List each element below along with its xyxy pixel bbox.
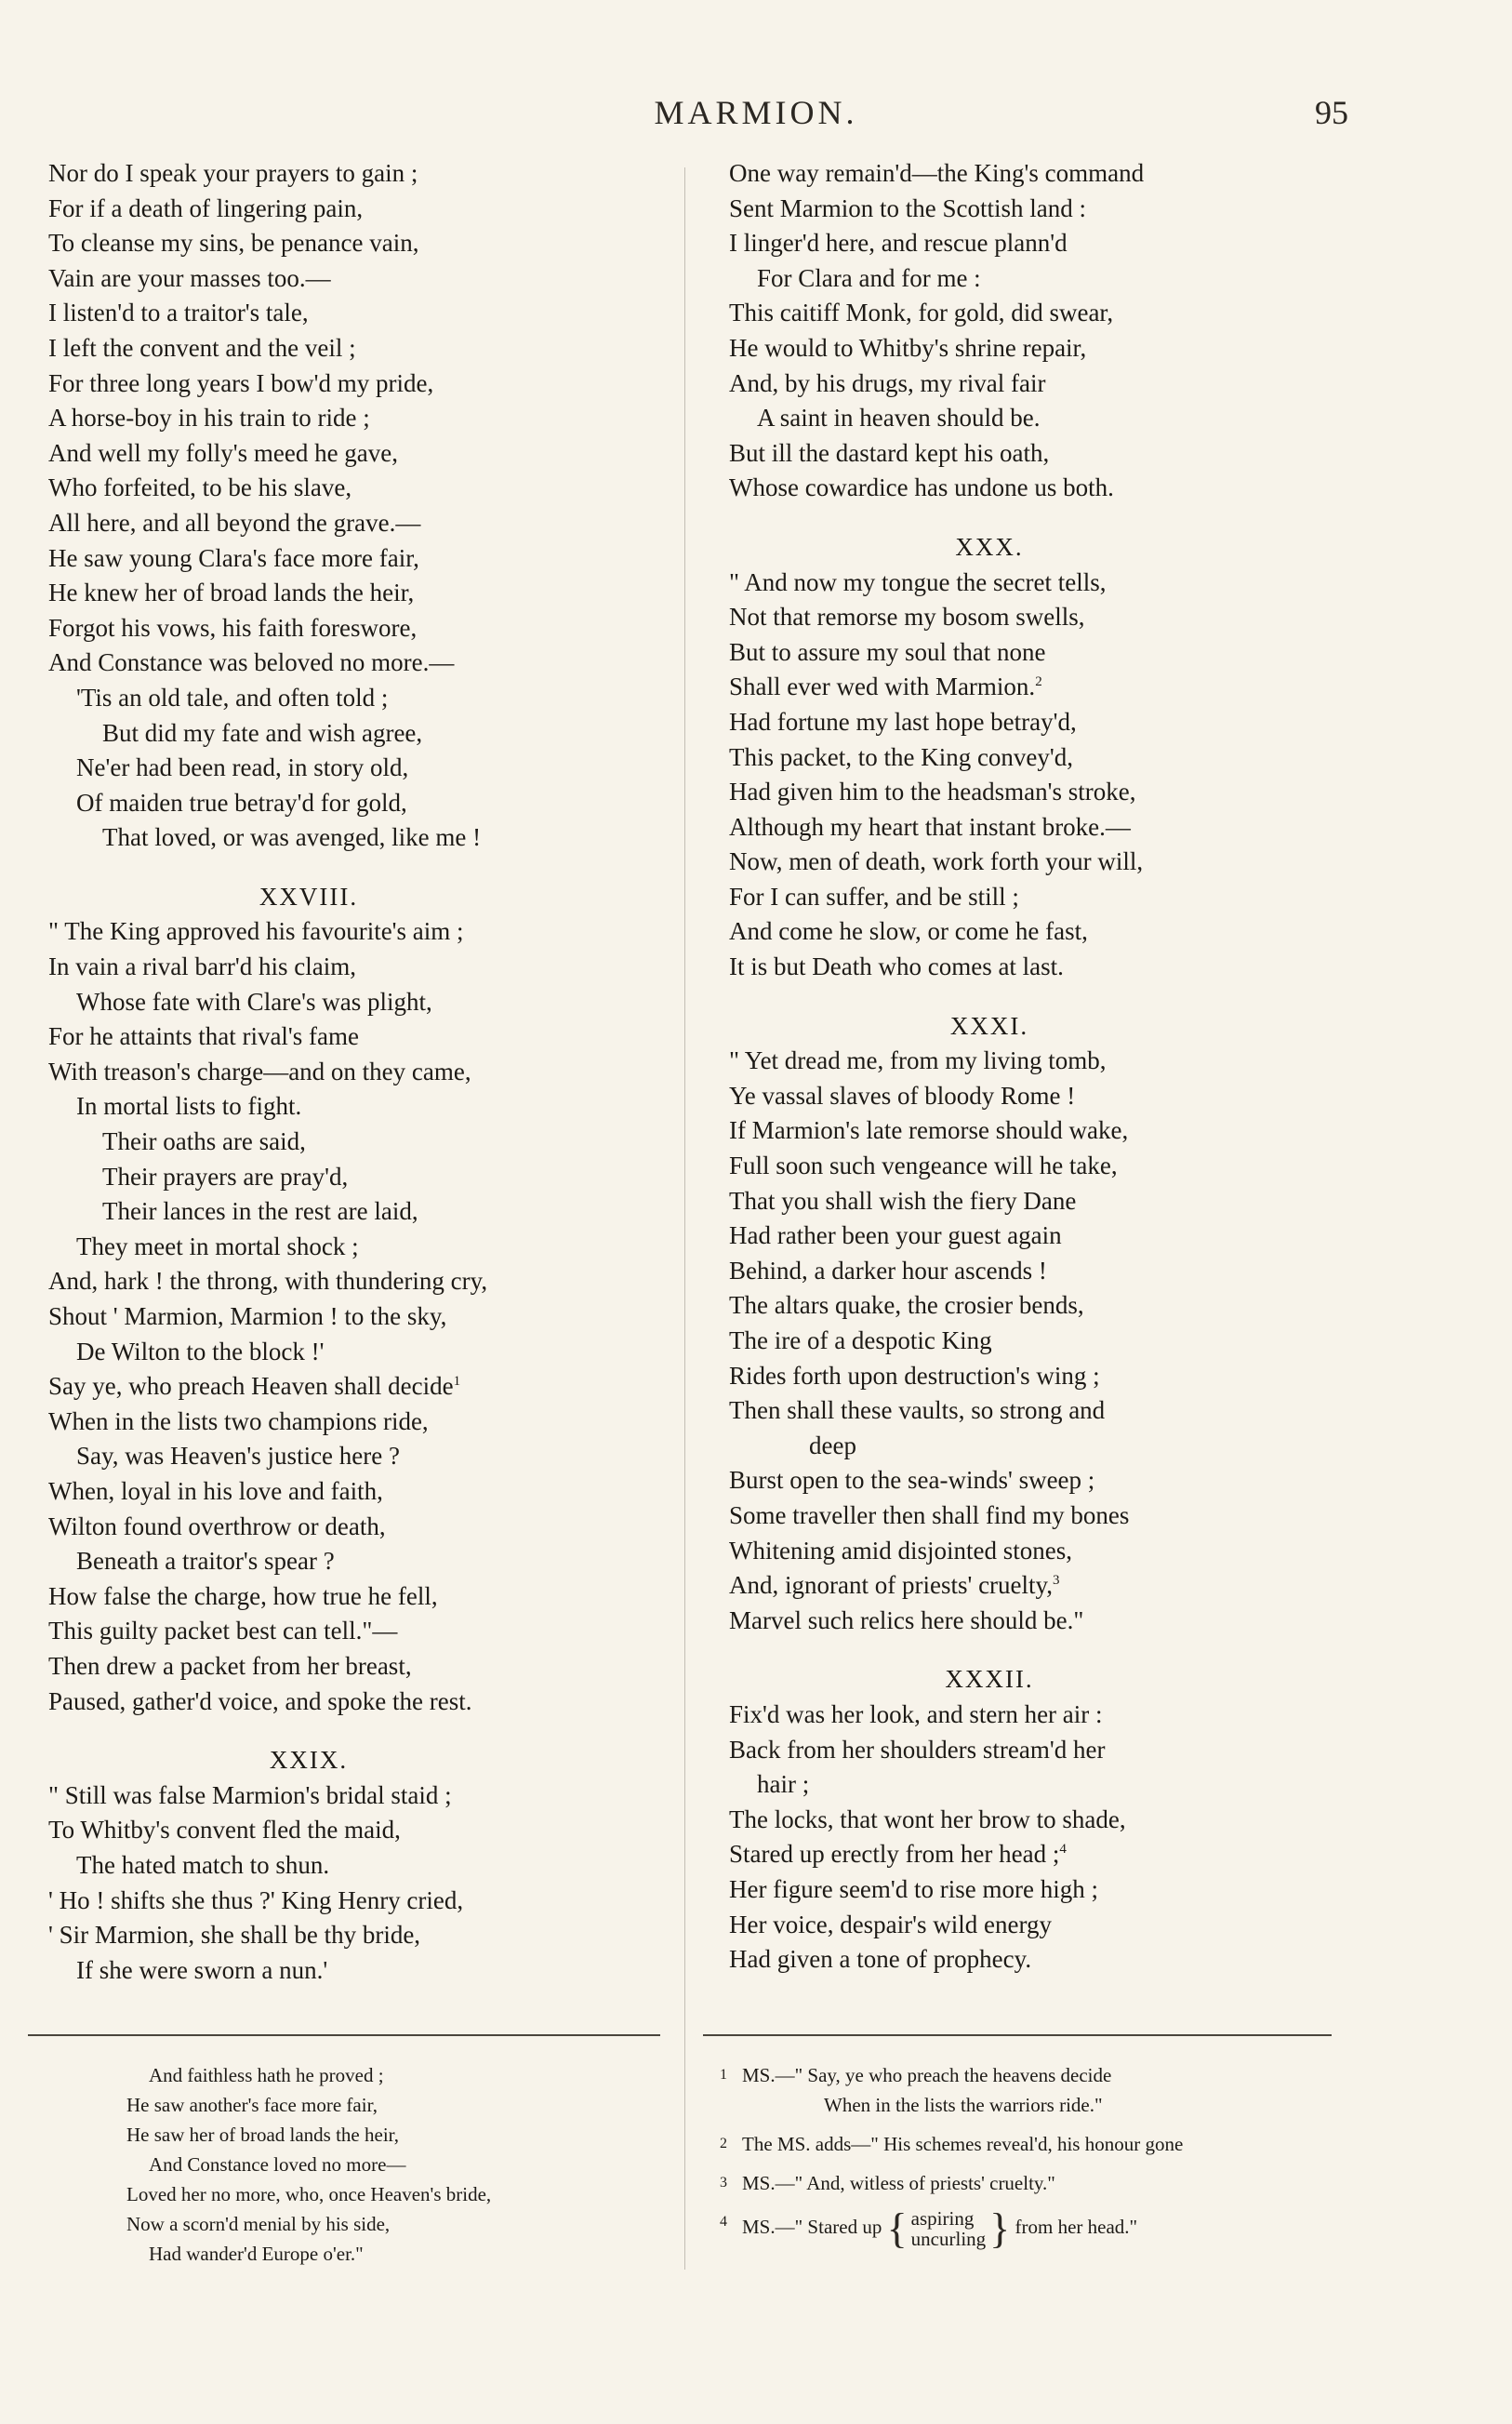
footnote-marker: 1	[453, 1374, 461, 1390]
poem-line: Now, men of death, work forth your will,	[729, 847, 1144, 876]
brace-group	[886, 2204, 1011, 2252]
footnote-text: MS.—" Stared up	[742, 2215, 882, 2238]
poem-line: Whose fate with Clare's was plight,	[76, 987, 432, 1016]
footnote-text: MS.—" Say, ye who preach the heavens decide	[742, 2064, 1112, 2086]
right-brace-icon: }	[989, 2204, 1011, 2252]
poem-line: Her voice, despair's wild energy	[729, 1910, 1053, 1938]
poem-line: " The King approved his favourite's aim ;	[48, 917, 464, 946]
poem-line: For I can suffer, and be still ;	[729, 882, 1019, 911]
column-divider	[684, 167, 685, 2270]
poem-line-text: And, ignorant of priests' cruelty,	[729, 1571, 1054, 1600]
footnote-line: And Constance loved no more—	[149, 2153, 406, 2176]
poem-line: " And now my tongue the secret tells,	[729, 567, 1107, 596]
footnote-text-cont: When in the lists the warriors ride."	[824, 2094, 1103, 2116]
poem-line: Behind, a darker hour ascends !	[729, 1256, 1047, 1285]
poem-line: He saw young Clara's face more fair,	[48, 543, 419, 572]
poem-line: Had rather been your guest again	[729, 1221, 1062, 1250]
footnote-number: 4	[720, 2214, 727, 2230]
poem-line: hair ;	[757, 1770, 810, 1799]
footnote-marker: 4	[1059, 1842, 1067, 1858]
poem-line: This caitiff Monk, for gold, did swear,	[729, 299, 1114, 327]
section-heading-xxx: XXX.	[955, 532, 1024, 561]
poem-line-text: Shall ever wed with Marmion.	[729, 673, 1036, 701]
poem-line: I linger'd here, and rescue plann'd	[729, 229, 1068, 258]
poem-line: And well my folly's meed he gave,	[48, 438, 399, 467]
poem-line: Fix'd was her look, and stern her air :	[729, 1699, 1103, 1728]
poem-line: Their prayers are pray'd,	[102, 1162, 349, 1191]
poem-line: Paused, gather'd voice, and spoke the rest.	[48, 1686, 472, 1715]
poem-line: The altars quake, the crosier bends,	[729, 1291, 1084, 1320]
poem-line: Had fortune my last hope betray'd,	[729, 707, 1077, 736]
poem-line: A horse-boy in his train to ride ;	[48, 404, 370, 433]
poem-line: I listen'd to a traitor's tale,	[48, 299, 309, 327]
poem-line: Burst open to the sea-winds' sweep ;	[729, 1466, 1095, 1495]
poem-line: " Yet dread me, from my living tomb,	[729, 1046, 1107, 1075]
poem-line	[48, 1369, 643, 1405]
poem-line: For he attaints that rival's fame	[48, 1022, 360, 1051]
footnotes-left	[121, 2060, 642, 2269]
running-title: MARMION.	[654, 94, 858, 131]
poem-line: Marvel such relics here should be."	[729, 1605, 1084, 1634]
footnote-line: Now a scorn'd menial by his side,	[126, 2213, 391, 2235]
poem-line: The ire of a despotic King	[729, 1326, 992, 1354]
poem-line: And, by his drugs, my rival fair	[729, 368, 1046, 397]
footnote-marker: 3	[1053, 1573, 1060, 1589]
poem-line: Some traveller then shall find my bones	[729, 1500, 1130, 1529]
poem-line: Her figure seem'd to rise more high ;	[729, 1874, 1098, 1903]
poem-line: And, hark ! the throng, with thundering cry,	[48, 1267, 488, 1296]
poem-line: They meet in mortal shock ;	[76, 1232, 359, 1260]
variant-option: uncurling	[910, 2228, 987, 2250]
left-brace-icon: {	[886, 2204, 908, 2252]
poem-line: deep	[809, 1431, 856, 1459]
poem-line: When in the lists two champions ride,	[48, 1406, 429, 1435]
footnote-number: 2	[720, 2136, 727, 2151]
footnote-number: 1	[720, 2067, 727, 2083]
poem-line: Then drew a packet from her breast,	[48, 1651, 412, 1680]
poem-line: The locks, that wont her brow to shade,	[729, 1805, 1126, 1833]
poem-line: How false the charge, how true he fell,	[48, 1581, 438, 1610]
poem-line: He knew her of broad lands the heir,	[48, 579, 415, 607]
poem-line: One way remain'd—the King's command	[729, 159, 1145, 187]
poem-line: Had given him to the headsman's stroke,	[729, 778, 1136, 806]
poem-line: And Constance was beloved no more.—	[48, 648, 455, 677]
poem-line-text: Shout ' Marmion, Marmion ! to the sky,	[48, 1302, 447, 1330]
variant-stack	[908, 2208, 989, 2249]
poem-line: Nor do I speak your prayers to gain ;	[48, 159, 418, 187]
poem-line: ' Sir Marmion, she shall be thy bride,	[48, 1921, 421, 1950]
poem-line: Their oaths are said,	[102, 1127, 306, 1156]
poem-line: Sent Marmion to the Scottish land :	[729, 193, 1086, 222]
poem-line: That loved, or was avenged, like me !	[102, 823, 482, 852]
poem-line: It is but Death who comes at last.	[729, 952, 1064, 981]
footnote-line: Loved her no more, who, once Heaven's bride,	[126, 2183, 492, 2205]
poem-line: Ye vassal slaves of bloody Rome !	[729, 1081, 1076, 1110]
poem-line: But did my fate and wish agree,	[102, 718, 423, 747]
poem-line: If she were sworn a nun.'	[76, 1955, 328, 1984]
poem-line: Not that remorse my bosom swells,	[729, 603, 1085, 632]
poem-line: In mortal lists to fight.	[76, 1092, 302, 1121]
poem-line: Then shall these vaults, so strong and	[729, 1396, 1106, 1425]
footnote-text: from her head."	[1015, 2215, 1138, 2238]
poem-line: A saint in heaven should be.	[757, 404, 1041, 433]
poem-line: Ne'er had been read, in story old,	[76, 753, 409, 782]
footnote-2	[720, 2129, 1352, 2159]
footnote-line: He saw her of broad lands the heir,	[126, 2124, 400, 2146]
poem-line: He would to Whitby's shrine repair,	[729, 333, 1087, 362]
poem-line: Full soon such vengeance will he take,	[729, 1152, 1118, 1180]
poem-line: " Still was false Marmion's bridal staid ;	[48, 1780, 452, 1809]
poem-line: But to assure my soul that none	[729, 637, 1046, 666]
poem-line: To cleanse my sins, be penance vain,	[48, 229, 419, 258]
variant-option: aspiring	[910, 2207, 975, 2230]
left-column	[48, 156, 643, 1988]
poem-line: Vain are your masses too.—	[48, 263, 331, 292]
poem-line: The hated match to shun.	[76, 1850, 330, 1879]
footnote-line: Had wander'd Europe o'er."	[149, 2243, 364, 2265]
footnote-3	[720, 2168, 1352, 2198]
footnote-marker: 2	[1035, 674, 1042, 690]
poem-line-text: Stared up erectly from her head ;	[729, 1840, 1060, 1869]
poem-line: For three long years I bow'd my pride,	[48, 368, 434, 397]
poem-line: Whose cowardice has undone us both.	[729, 473, 1114, 502]
footnote-rule-left	[28, 2034, 660, 2036]
poem-line: Although my heart that instant broke.—	[729, 812, 1131, 841]
footnotes-right	[720, 2060, 1352, 2259]
footnote-number: 3	[720, 2175, 727, 2191]
poem-line: And come he slow, or come he fast,	[729, 917, 1088, 946]
footnote-1	[720, 2060, 1352, 2120]
poem-line: With treason's charge—and on they came,	[48, 1057, 471, 1085]
poem-line	[729, 1568, 1278, 1604]
section-heading-xxviii: XXVIII.	[259, 882, 359, 911]
poem-line: For Clara and for me :	[757, 263, 981, 292]
poem-line: Beneath a traitor's spear ?	[76, 1547, 335, 1576]
poem-line: De Wilton to the block !'	[76, 1337, 325, 1365]
poem-line: I left the convent and the veil ;	[48, 333, 356, 362]
right-column	[729, 156, 1278, 1978]
poem-line: But ill the dastard kept his oath,	[729, 438, 1050, 467]
poem-line-text: Say ye, who preach Heaven shall decide	[48, 1372, 454, 1401]
footnote-text: MS.—" And, witless of priests' cruelty."	[742, 2172, 1055, 2194]
section-heading-xxxii: XXXII.	[945, 1665, 1034, 1694]
poem-line: 'Tis an old tale, and often told ;	[76, 683, 389, 712]
section-heading-xxix: XXIX.	[269, 1746, 349, 1775]
poem-line: Rides forth upon destruction's wing ;	[729, 1361, 1100, 1390]
poem-line: Of maiden true betray'd for gold,	[76, 788, 407, 817]
poem-line: This guilty packet best can tell."—	[48, 1617, 398, 1645]
footnote-line: He saw another's face more fair,	[126, 2094, 378, 2116]
poem-line: For if a death of lingering pain,	[48, 193, 364, 222]
footnote-4	[720, 2204, 1352, 2252]
poem-line: That you shall wish the fiery Dane	[729, 1186, 1077, 1215]
poem-line: ' Ho ! shifts she thus ?' King Henry cried,	[48, 1885, 464, 1914]
poem-line: Wilton found overthrow or death,	[48, 1512, 386, 1540]
poem-line	[48, 1299, 643, 1335]
poem-line: Say, was Heaven's justice here ?	[76, 1442, 400, 1471]
poem-line: When, loyal in his love and faith,	[48, 1476, 383, 1505]
section-heading-xxxi: XXXI.	[949, 1011, 1029, 1040]
poem-line: Whitening amid disjointed stones,	[729, 1536, 1072, 1565]
poem-line: This packet, to the King convey'd,	[729, 742, 1074, 771]
poem-line: If Marmion's late remorse should wake,	[729, 1116, 1129, 1145]
poem-line: Who forfeited, to be his slave,	[48, 473, 352, 502]
poem-line	[729, 1837, 1278, 1872]
poem-line: Their lances in the rest are laid,	[102, 1197, 418, 1226]
poem-line: Back from her shoulders stream'd her	[729, 1735, 1106, 1764]
page-number: 95	[1315, 94, 1348, 131]
poem-line: Forgot his vows, his faith foreswore,	[48, 613, 418, 642]
poem-line: Had given a tone of prophecy.	[729, 1945, 1032, 1974]
poem-line: All here, and all beyond the grave.—	[48, 508, 421, 537]
footnote-line: And faithless hath he proved ;	[149, 2064, 384, 2086]
poem-line	[729, 670, 1278, 705]
poem-line: To Whitby's convent fled the maid,	[48, 1816, 401, 1845]
poem-line: In vain a rival barr'd his claim,	[48, 952, 357, 981]
footnote-text: The MS. adds—" His schemes reveal'd, his honour gone	[742, 2133, 1184, 2155]
footnote-rule-right	[703, 2034, 1332, 2036]
